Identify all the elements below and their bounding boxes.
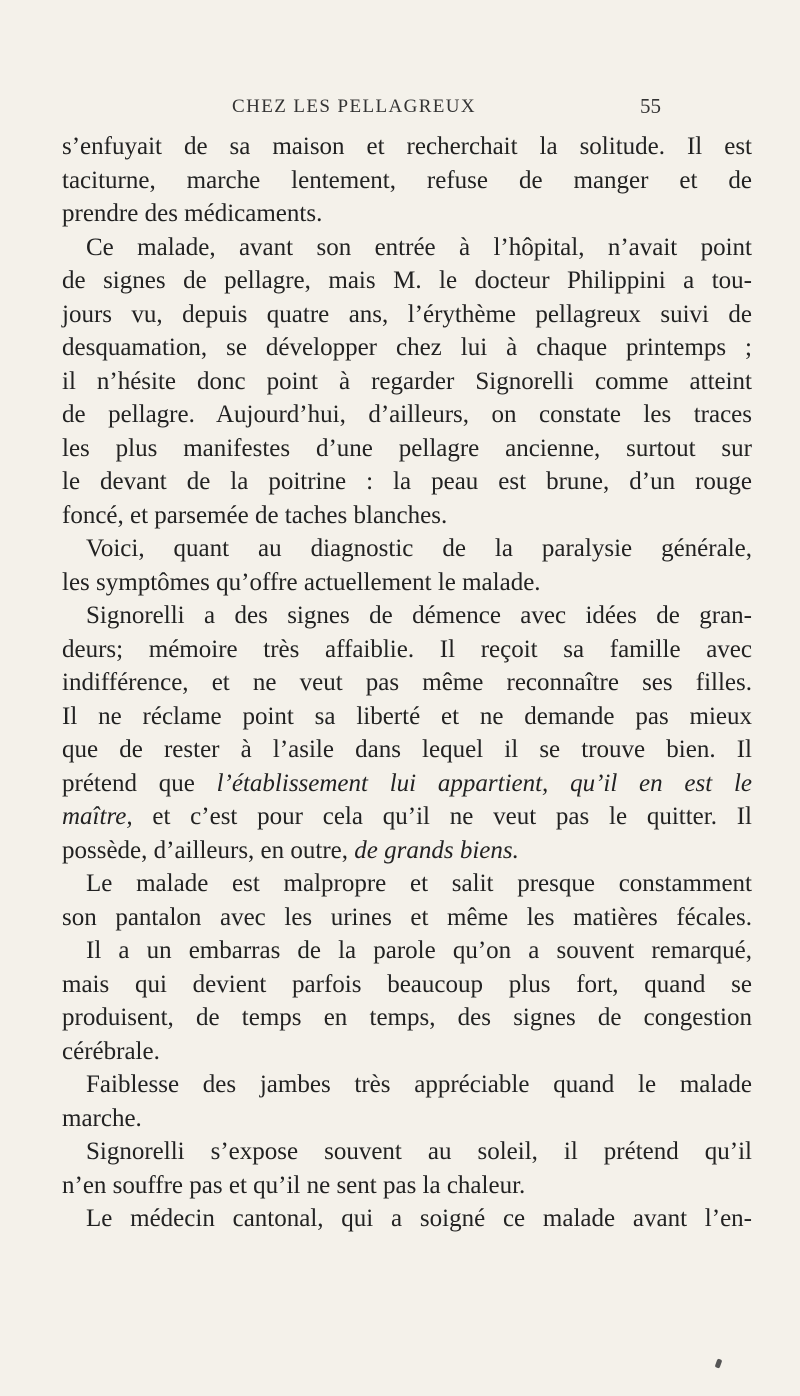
- text-line: Il ne réclame point sa liberté et ne demande pas mieux: [62, 702, 752, 730]
- text-line: prendre des médicaments.: [62, 200, 323, 227]
- page-number: 55: [640, 94, 661, 118]
- text-line: maître, et c’est pour cela qu’il ne veut pas le quitter. Il: [62, 803, 752, 830]
- text-line: possède, d’ailleurs, en outre, de grands biens.: [62, 836, 519, 864]
- text-line: le devant de la poitrine : la peau est brune, d’un rouge: [62, 468, 752, 495]
- text-line: deurs; mémoire très affaiblie. Il reçoit sa famille avec: [62, 635, 752, 663]
- text-line: prétend que l’établissement lui appartient, qu’il en est le: [62, 769, 752, 797]
- text-line: de signes de pellagre, mais M. le docteur Philippini a tou-: [62, 267, 752, 294]
- paragraph-start-line: Le malade est malpropre et salit presque constamment: [86, 870, 752, 897]
- text-line: que de rester à l’asile dans lequel il se trouve bien. Il: [62, 736, 752, 763]
- text-line: mais qui devient parfois beaucoup plus fort, quand se: [62, 970, 752, 998]
- text-line: jours vu, depuis quatre ans, l’érythème pellagreux suivi de: [62, 300, 752, 328]
- paragraph-start-line: Faiblesse des jambes très appréciable quand le malade: [86, 1071, 752, 1098]
- paragraph-start-line: Voici, quant au diagnostic de la paralysie générale,: [86, 535, 752, 562]
- italic-phrase: maître,: [62, 803, 133, 830]
- paragraph-start-line: Signorelli a des signes de démence avec idées de gran-: [86, 602, 752, 629]
- paragraph-start-line: Signorelli s’expose souvent au soleil, il prétend qu’il: [86, 1138, 752, 1165]
- text-line: s’enfuyait de sa maison et recherchait la solitude. Il est: [62, 133, 752, 160]
- text-line: les symptômes qu’offre actuellement le malade.: [62, 568, 541, 596]
- italic-phrase: l’établissement lui appartient, qu’il en est le: [216, 769, 752, 797]
- paragraph-start-line: Ce malade, avant son entrée à l’hôpital, n’avait point: [86, 233, 752, 261]
- paragraph-start-line: Le médecin cantonal, qui a soigné ce malade avant l’en-: [86, 1205, 752, 1232]
- text-line: son pantalon avec les urines et même les matières fécales.: [62, 903, 752, 931]
- body-text: [62, 130, 752, 1236]
- text-line: il n’hésite donc point à regarder Signorelli comme atteint: [62, 367, 752, 395]
- text-line: de pellagre. Aujourd’hui, d’ailleurs, on constate les traces: [62, 401, 752, 428]
- text-line: foncé, et parsemée de taches blanches.: [62, 501, 448, 529]
- paragraph-start-line: Il a un embarras de la parole qu’on a souvent remarqué,: [86, 937, 752, 964]
- text-line: produisent, de temps en temps, des signes de congestion: [62, 1004, 752, 1031]
- running-head: CHEZ LES PELLAGREUX: [232, 96, 477, 117]
- text-line: les plus manifestes d’une pellagre ancienne, surtout sur: [62, 434, 752, 462]
- text-line: desquamation, se développer chez lui à chaque printemps ;: [62, 334, 752, 361]
- italic-phrase: de grands biens.: [354, 836, 519, 864]
- text-line: n’en souffre pas et qu’il ne sent pas la chaleur.: [62, 1171, 526, 1199]
- text-line: cérébrale.: [62, 1037, 160, 1065]
- text-line: marche.: [62, 1104, 142, 1132]
- text-line: taciturne, marche lentement, refuse de manger et de: [62, 166, 752, 194]
- ink-speck: [715, 1358, 723, 1368]
- text-line: indifférence, et ne veut pas même reconnaître ses filles.: [62, 669, 752, 696]
